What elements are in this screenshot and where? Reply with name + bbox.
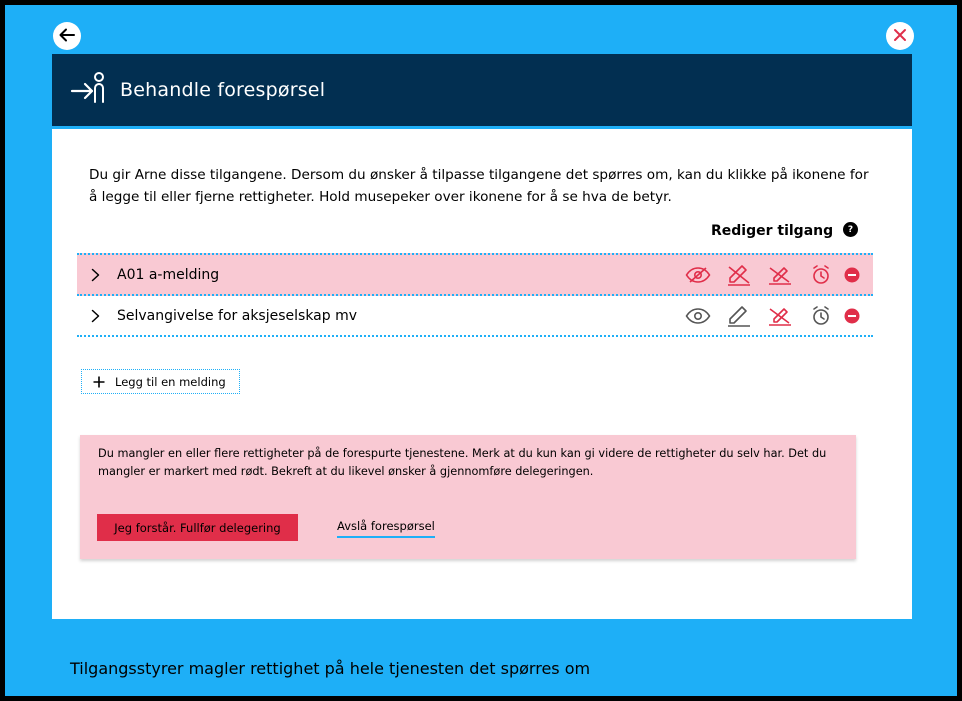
edit-icon[interactable]	[718, 264, 759, 286]
service-row[interactable]	[77, 296, 873, 337]
plus-icon	[93, 376, 105, 388]
warning-text: Du mangler en eller flere rettigheter på de forespurte tjenestene. Merk at du kun kan gi videre de rettigheter du selv har. Det du mangler er markert med rødt. Bekreft at du likevel ønsker å gjennomføre delegeringen.	[98, 447, 827, 478]
eye-icon[interactable]	[677, 267, 718, 283]
chevron-right-icon[interactable]	[91, 268, 105, 282]
sign-icon[interactable]	[759, 264, 800, 286]
caption-text: Tilgangsstyrer magler rettighet på hele tjenesten det spørres om	[70, 659, 591, 678]
close-icon	[893, 27, 907, 46]
rights-icons	[677, 296, 863, 335]
remove-icon[interactable]	[841, 308, 863, 324]
request-card	[52, 54, 912, 619]
rights-icons	[677, 255, 863, 294]
page-title: Behandle forespørsel	[120, 79, 326, 101]
help-icon[interactable]: ?	[843, 222, 858, 237]
card-header	[52, 54, 912, 129]
edit-access-heading: Rediger tilgang	[711, 223, 834, 239]
page-background	[5, 5, 957, 696]
warning-panel	[80, 435, 856, 559]
decline-request-link[interactable]: Avslå forespørsel	[337, 519, 435, 538]
alarm-icon[interactable]	[800, 305, 841, 327]
service-row[interactable]	[77, 253, 873, 296]
eye-icon[interactable]	[677, 308, 718, 324]
sign-icon[interactable]	[759, 305, 800, 327]
chevron-right-icon[interactable]	[91, 309, 105, 323]
confirm-delegation-button[interactable]: Jeg forstår. Fullfør delegering	[97, 514, 298, 541]
service-name: Selvangivelse for aksjeselskap mv	[117, 307, 358, 324]
service-name: A01 a-melding	[117, 266, 220, 283]
back-button[interactable]	[53, 22, 81, 50]
arrow-left-icon	[59, 27, 75, 46]
add-message-label: Legg til en melding	[115, 374, 226, 389]
remove-icon[interactable]	[841, 267, 863, 283]
add-message-button[interactable]	[81, 369, 240, 394]
alarm-icon[interactable]	[800, 264, 841, 286]
intro-text: Du gir Arne disse tilgangene. Dersom du ønsker å tilpasse tilgangene det spørres om, kan du klikke på ikonene for å legge til eller fjerne rettigheter. Hold musepeker over ikonene for å se hva de betyr.	[89, 167, 869, 205]
person-enter-icon	[70, 71, 108, 109]
edit-icon[interactable]	[718, 305, 759, 327]
close-button[interactable]	[886, 22, 914, 50]
